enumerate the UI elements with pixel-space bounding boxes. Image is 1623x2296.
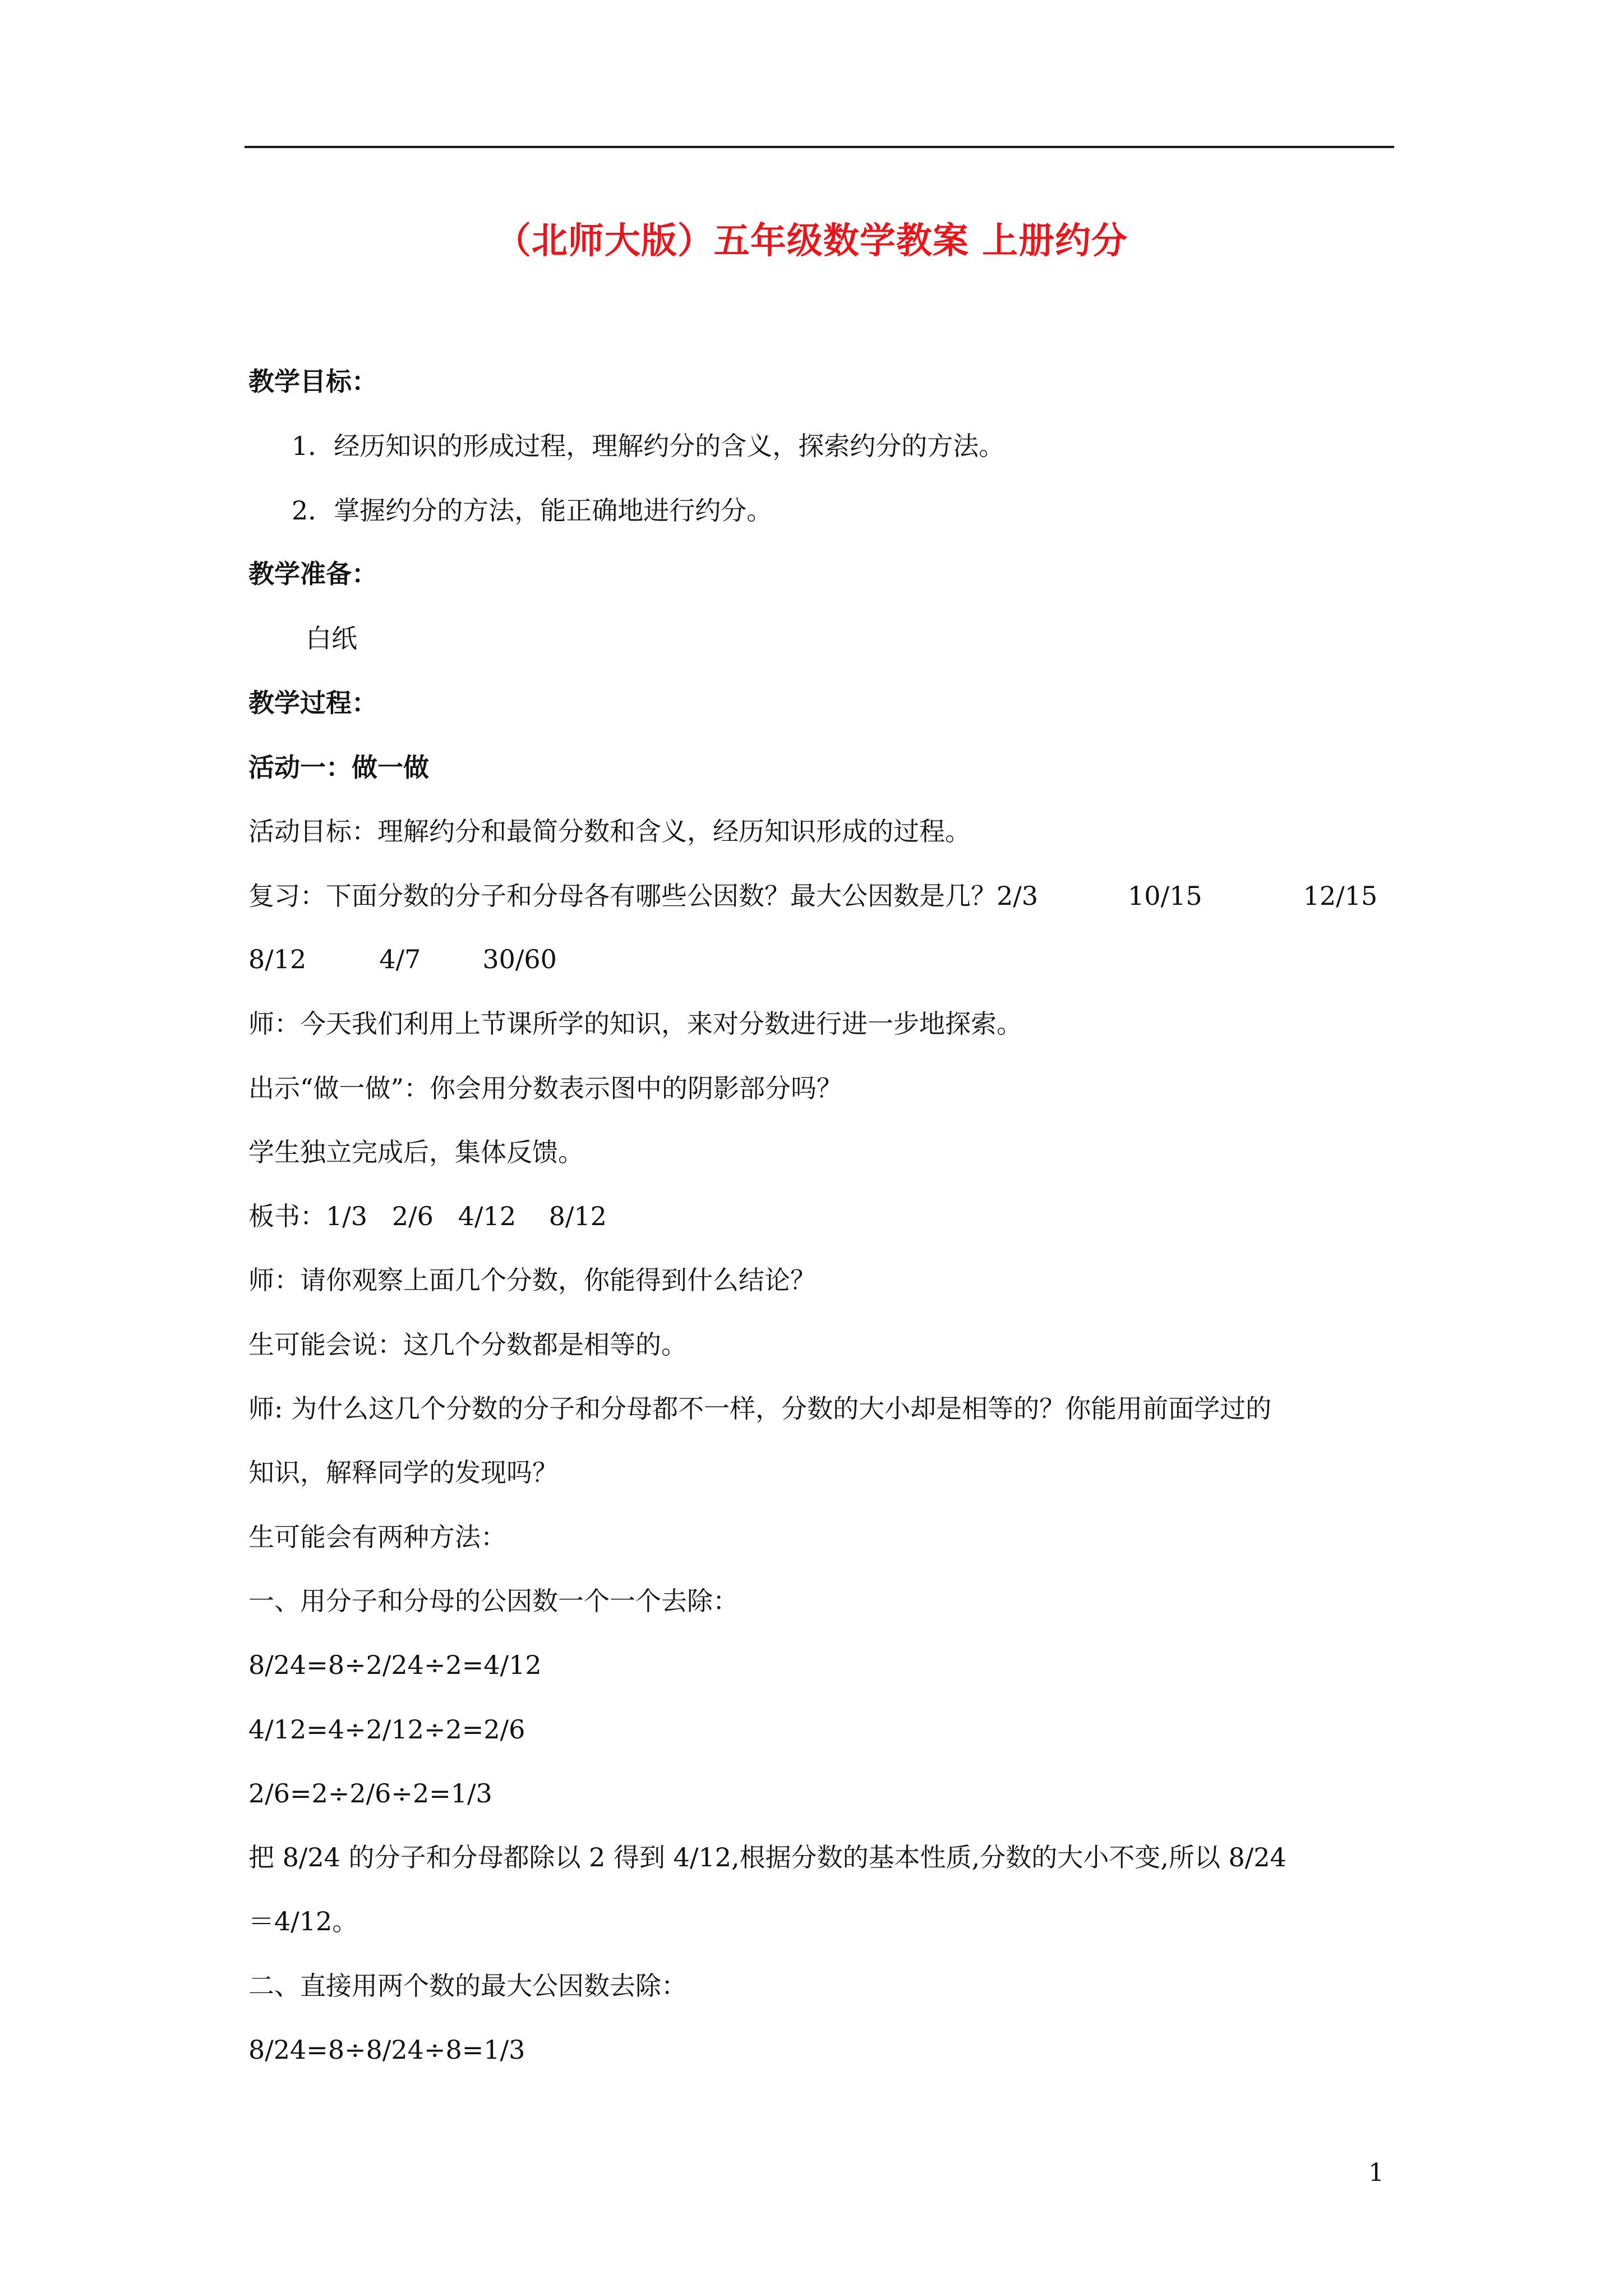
equation-1: 8/24=8÷2/24÷2=4/12 [248, 1650, 542, 1680]
goal-1: 1．经历知识的形成过程，理解约分的含义，探索约分的方法。 [292, 431, 1005, 461]
heading-preparation: 教学准备： [248, 559, 377, 589]
board-writing: 板书：1/3 2/6 4/12 8/12 [248, 1201, 607, 1231]
show-do-it: 出示“做一做”：你会用分数表示图中的阴影部分吗？ [248, 1073, 843, 1103]
equation-3: 2/6=2÷2/6÷2=1/3 [248, 1778, 492, 1809]
student-answer: 生可能会说：这几个分数都是相等的。 [248, 1329, 687, 1360]
fraction-8-12: 8/12 [248, 944, 307, 974]
teacher-why-line-2: 知识，解释同学的发现吗？ [248, 1457, 558, 1488]
page-number: 1 [1368, 2159, 1384, 2187]
method-1-heading: 一、用分子和分母的公因数一个一个去除： [248, 1586, 739, 1616]
equation-2: 4/12=4÷2/12÷2=2/6 [248, 1714, 525, 1745]
goal-2: 2．掌握约分的方法，能正确地进行约分。 [292, 495, 773, 526]
two-methods: 生可能会有两种方法： [248, 1522, 506, 1552]
teacher-why-line-1: 师: 为什么这几个分数的分子和分母都不一样，分数的大小却是相等的？你能用前面学过的 [248, 1393, 1272, 1424]
review-text: 复习：下面分数的分子和分母各有哪些公因数？最大公因数是几？ [248, 881, 997, 911]
explanation-line-2: ＝4/12。 [248, 1906, 358, 1936]
fraction-2-3: 2/3 [997, 881, 1039, 911]
activity-1-heading: 活动一：做一做 [248, 752, 429, 783]
review-fractions-row-2 [248, 942, 557, 976]
review-question [248, 879, 1377, 913]
fraction-12-15: 12/15 [1303, 881, 1378, 911]
heading-process: 教学过程： [248, 688, 377, 718]
header-rule [245, 146, 1394, 148]
explanation-line-1: 把 8/24 的分子和分母都除以 2 得到 4/12,根据分数的基本性质,分数的大小不变,所以 8/24 [248, 1842, 1287, 1872]
fraction-4-7: 4/7 [379, 944, 421, 974]
teacher-intro: 师：今天我们利用上节课所学的知识，来对分数进行进一步地探索。 [248, 1009, 1022, 1039]
document-title: （北师大版）五年级数学教案 上册约分 [495, 220, 1128, 262]
fraction-30-60: 30/60 [482, 944, 557, 974]
heading-teaching-goals: 教学目标： [248, 366, 377, 397]
activity-goal: 活动目标：理解约分和最简分数和含义，经历知识形成的过程。 [248, 816, 971, 846]
fraction-10-15: 10/15 [1128, 881, 1202, 911]
teacher-question: 师：请你观察上面几个分数，你能得到什么结论？ [248, 1265, 816, 1295]
method-2-heading: 二、直接用两个数的最大公因数去除： [248, 1971, 687, 2001]
student-feedback: 学生独立完成后，集体反馈。 [248, 1137, 584, 1167]
preparation-item: 白纸 [306, 623, 357, 654]
equation-4: 8/24=8÷8/24÷8=1/3 [248, 2035, 525, 2065]
